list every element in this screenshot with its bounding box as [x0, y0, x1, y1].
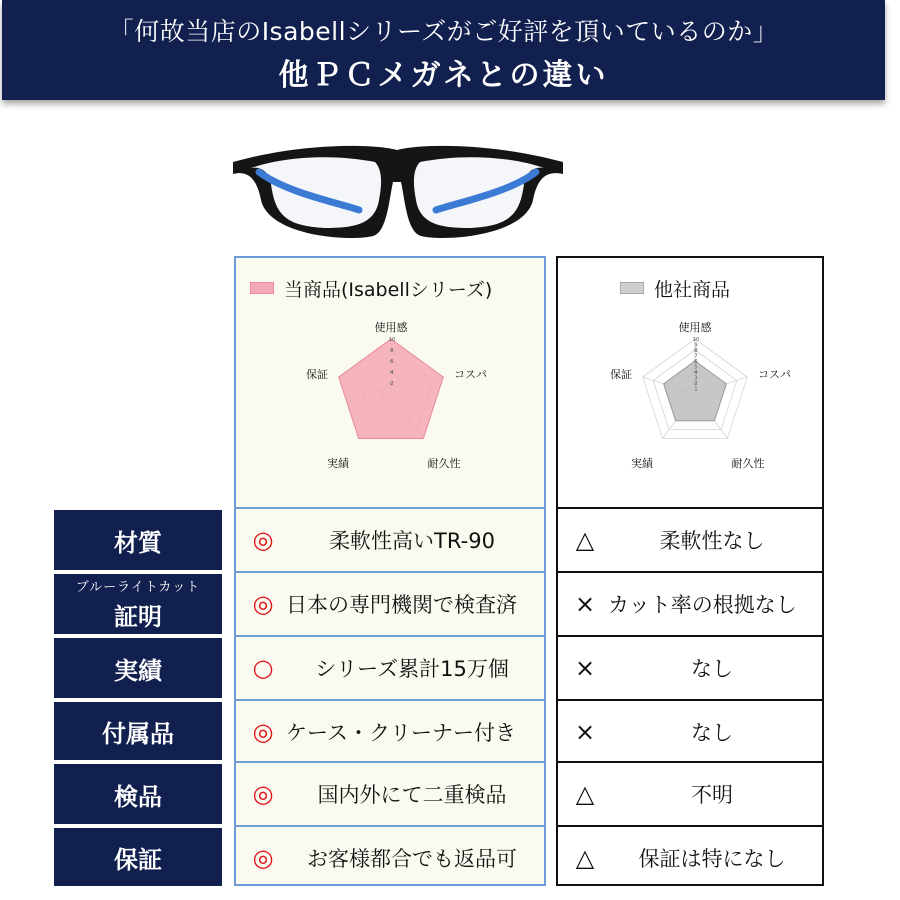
row-label-text: 付属品 — [102, 719, 174, 748]
cell-text: なし — [691, 657, 733, 681]
radar-tick-label: 2 — [390, 381, 394, 387]
radar-tick-label: 10 — [692, 337, 700, 343]
triangle-mark: △ — [575, 844, 595, 872]
row-label-warranty — [54, 828, 222, 886]
banner-question: 「何故当店のIsabellシリーズがご好評を頂いているのか」 — [108, 17, 779, 46]
radar-tick-label: 1 — [694, 386, 698, 393]
double-circle-mark: ◎ — [252, 718, 274, 746]
radar-tick-label: 6 — [694, 359, 698, 365]
radar-axis-label: コスパ — [454, 368, 487, 381]
circle-mark: ○ — [252, 654, 274, 682]
radar-tick-label: 9 — [694, 342, 698, 349]
radar-axis-label: 耐久性 — [427, 457, 461, 470]
radar-axis-label: 保証 — [306, 368, 328, 381]
radar-axis-label: 使用感 — [374, 321, 408, 334]
cell-text: ケース・クリーナー付き — [286, 721, 516, 745]
cell-ours-track-record — [236, 637, 544, 699]
row-label-material — [54, 510, 222, 570]
double-circle-mark: ◎ — [252, 780, 274, 808]
radar-tick-label: 5 — [694, 364, 698, 371]
radar-tick-label: 10 — [388, 337, 396, 343]
legend-swatch-gray — [620, 282, 644, 294]
double-circle-mark: ◎ — [252, 526, 274, 554]
radar-axis-label: コスパ — [758, 368, 791, 381]
radar-tick-label: 8 — [390, 348, 394, 354]
banner-title: 他ＰＣメガネとの違い — [278, 58, 609, 93]
cell-text: 不明 — [691, 783, 733, 807]
cell-ours-certification — [236, 573, 544, 635]
radar-tick-label: 6 — [390, 359, 394, 365]
cell-other-track-record — [558, 637, 822, 699]
row-label-text: 検品 — [114, 782, 162, 811]
row-label-text: 証明 — [114, 603, 162, 631]
cell-text: お客様都合でも返品可 — [307, 847, 517, 871]
row-label-inspection — [54, 764, 222, 824]
radar-tick-label: 8 — [694, 348, 698, 354]
row-label-accessories — [54, 702, 222, 760]
cell-other-accessories — [558, 701, 822, 763]
legend-competitor — [620, 276, 730, 300]
radar-axis-label: 実績 — [631, 457, 653, 470]
cell-ours-material — [236, 509, 544, 571]
radar-chart-our-product — [286, 316, 496, 486]
radar-tick-label: 7 — [694, 353, 698, 360]
row-label-track-record — [54, 638, 222, 698]
radar-tick-label: 4 — [694, 370, 698, 376]
legend-swatch-pink — [250, 282, 274, 294]
radar-tick-label: 2 — [694, 381, 698, 387]
cell-other-warranty — [558, 827, 822, 889]
cell-text: 柔軟性なし — [659, 529, 765, 553]
triangle-mark: △ — [575, 780, 595, 808]
cross-mark: × — [574, 718, 596, 746]
double-circle-mark: ◎ — [252, 590, 274, 618]
cross-mark: × — [574, 654, 596, 682]
row-label-text: 材質 — [114, 528, 162, 557]
radar-chart-competitor — [590, 316, 800, 486]
cell-other-inspection — [558, 763, 822, 825]
radar-axis-label: 保証 — [610, 368, 632, 381]
cell-other-material — [558, 509, 822, 571]
row-label-text: 実績 — [114, 656, 162, 685]
cell-text: シリーズ累計15万個 — [315, 657, 509, 681]
radar-axis-label: 耐久性 — [731, 457, 765, 470]
glasses-image — [225, 140, 570, 250]
cell-text: カット率の根拠なし — [608, 593, 797, 617]
radar-axis-label: 実績 — [327, 457, 349, 470]
cell-text: なし — [691, 721, 733, 745]
header-banner — [2, 0, 885, 100]
row-label-text: 保証 — [114, 845, 162, 874]
triangle-mark: △ — [575, 526, 595, 554]
cell-text: 国内外にて二重検品 — [317, 783, 507, 807]
cell-ours-warranty — [236, 827, 544, 889]
row-label-certification — [54, 574, 222, 634]
radar-axis-label: 使用感 — [678, 321, 712, 334]
radar-tick-label: 4 — [390, 370, 394, 376]
cross-mark: × — [574, 590, 596, 618]
cell-ours-accessories — [236, 701, 544, 763]
row-label-subtext: ブルーライトカット — [75, 580, 201, 595]
cell-text: 柔軟性高いTR-90 — [329, 529, 495, 553]
cell-text: 日本の専門機関で検査済 — [286, 593, 517, 617]
legend-our-product — [250, 276, 492, 300]
double-circle-mark: ◎ — [252, 844, 274, 872]
cell-text: 保証は特になし — [638, 847, 786, 871]
cell-other-certification — [558, 573, 822, 635]
cell-ours-inspection — [236, 763, 544, 825]
radar-tick-label: 3 — [694, 375, 698, 382]
legend-label-ours: 当商品(Isabellシリーズ) — [284, 278, 493, 301]
legend-label-other: 他社商品 — [654, 278, 731, 301]
